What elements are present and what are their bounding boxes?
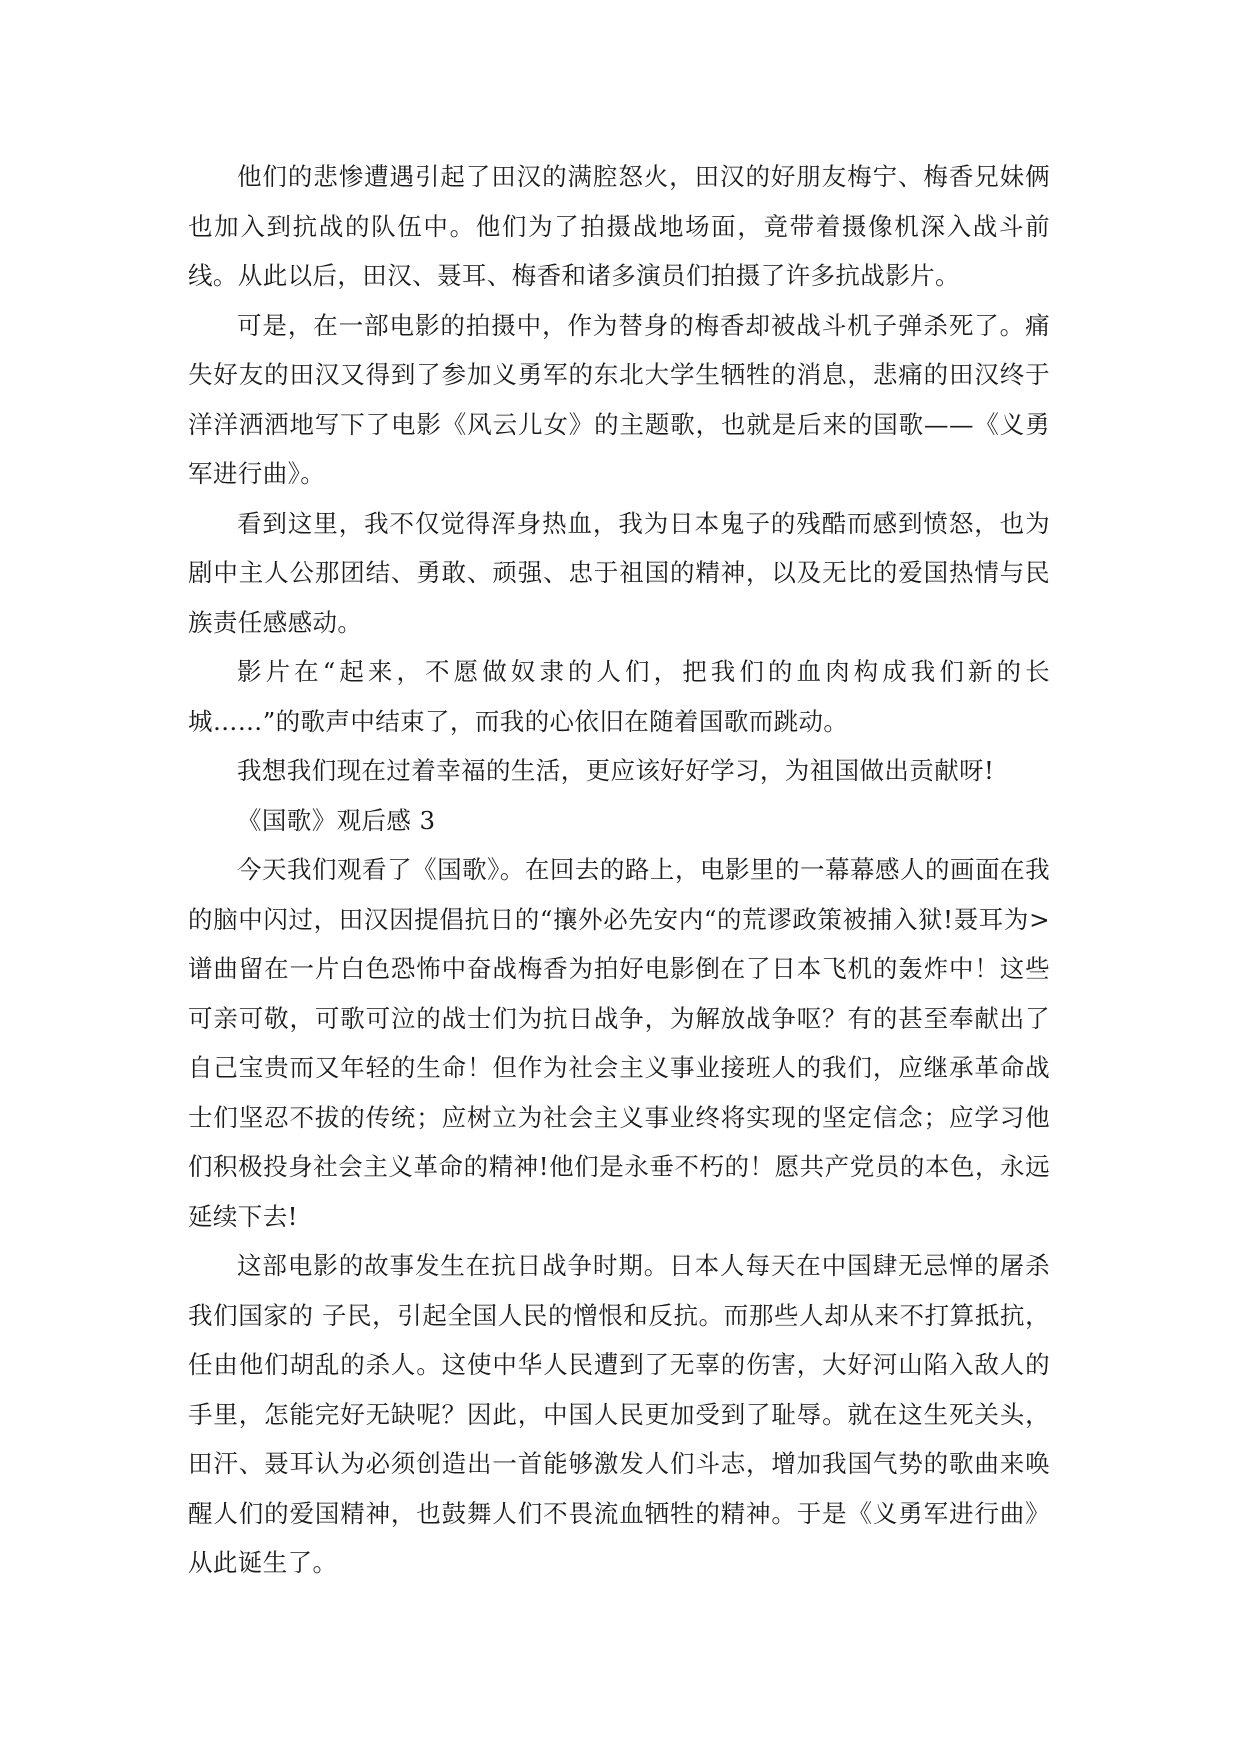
paragraph: 他们的悲惨遭遇引起了田汉的满腔怒火，田汉的好朋友梅宁、梅香兄妹俩也加入到抗战的队伍中。他们为了拍摄战地场面，竟带着摄像机深入战斗前线。从此以后，田汉、聂耳、梅香和诸多演员们拍摄了许多抗战影片。 xyxy=(188,162,1050,290)
paragraph: 看到这里，我不仅觉得浑身热血，我为日本鬼子的残酷而感到愤怒，也为剧中主人公那团结、勇敢、顽强、忠于祖国的精神，以及无比的爱国热情与民族责任感感动。 xyxy=(188,508,1050,637)
paragraph: 我想我们现在过着幸福的生活，更应该好好学习，为祖国做出贡献呀! xyxy=(237,756,995,785)
paragraph: 这部电影的故事发生在抗日战争时期。日本人每天在中国肆无忌惮的屠杀我们国家的 子民，引起全国人民的憎恨和反抗。而那些人却从来不打算抵抗，任由他们胡乱的杀人。这使中华人民遭到了无辜的伤害，大好河山陷入敌人的手里，怎能完好无缺呢？因此，中国人民更加受到了耻辱。就在这生死关头，田汗、聂耳认为必须创造出一首能够激发人们斗志，增加我国气势的歌曲来唤醒人们的爱国精神，也鼓舞人们不畏流血牺牲的精神。于是《义勇军进行曲》从此诞生了。 xyxy=(188,1251,1050,1577)
paragraph: 今天我们观看了《国歌》。在回去的路上，电影里的一幕幕感人的画面在我的脑中闪过，田汉因提倡抗日的“攘外必先安内“的荒谬政策被捕入狱!聂耳为>谱曲留在一片白色恐怖中奋战梅香为拍好电影倒在了日本飞机的轰炸中！这些可亲可敬，可歌可泣的战士们为抗日战争，为解放战争呕？有的甚至奉献出了自己宝贵而又年轻的生命！但作为社会主义事业接班人的我们，应继承革命战士们坚忍不拔的传统；应树立为社会主义事业终将实现的坚定信念；应学习他们积极投身社会主义革命的精神!他们是永垂不朽的！愿共产党员的本色，永远延续下去! xyxy=(188,855,1050,1231)
paragraph: 可是，在一部电影的拍摄中，作为替身的梅香却被战斗机子弹杀死了。痛失好友的田汉又得到了参加义勇军的东北大学生牺牲的消息，悲痛的田汉终于洋洋洒洒地写下了电影《风云儿女》的主题歌，也就是后来的国歌——《义勇军进行曲》。 xyxy=(188,310,1050,488)
paragraph: 影片在“起来，不愿做奴隶的人们，把我们的血肉构成我们新的长城……”的歌声中结束了，而我的心依旧在随着国歌而跳动。 xyxy=(188,657,1050,736)
document-body xyxy=(188,152,1050,1588)
section-title: 《国歌》观后感 3 xyxy=(237,805,436,835)
